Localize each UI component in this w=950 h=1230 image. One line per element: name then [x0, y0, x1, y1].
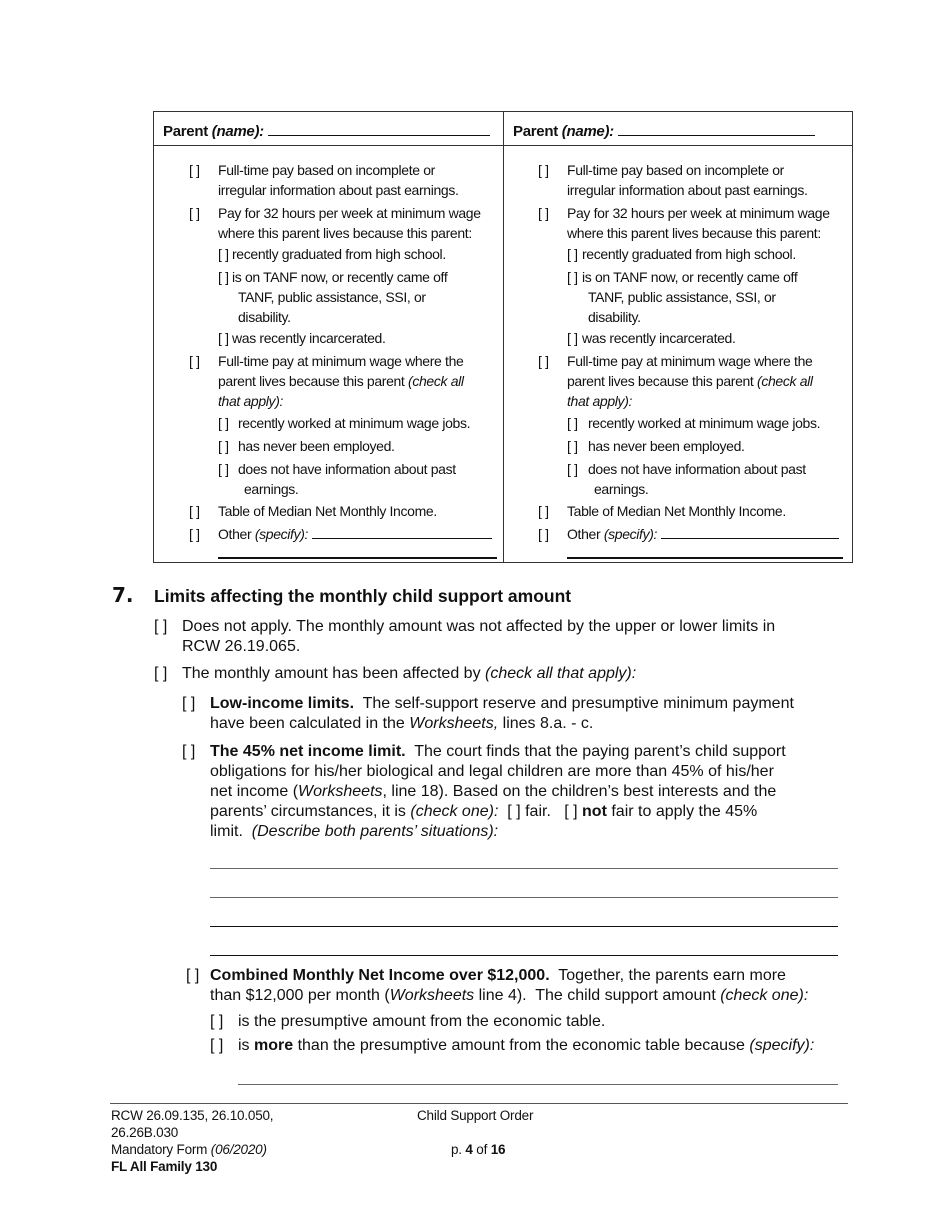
- 45-limit-text: [210, 742, 786, 842]
- option-text: disability.: [238, 309, 291, 325]
- text: limit.: [210, 823, 252, 840]
- option-italic-text: (specify):: [254, 526, 309, 542]
- option-text: does not have information about past: [588, 461, 806, 477]
- low-income-text: [210, 694, 794, 734]
- checkbox[interactable]: [ ]: [567, 246, 578, 262]
- checkbox[interactable]: [ ]: [567, 330, 578, 346]
- option-text: disability.: [588, 309, 641, 325]
- checkbox[interactable]: [ ]: [189, 526, 200, 542]
- bold-text: Combined Monthly Net Income over $12,000.: [210, 967, 550, 984]
- text: fair.: [525, 803, 551, 820]
- option-text: Full-time pay based on incomplete or: [218, 162, 435, 178]
- checkbox[interactable]: [ ]: [218, 269, 229, 285]
- option-text: TANF, public assistance, SSI, or: [588, 289, 776, 305]
- option-text: Other: [567, 526, 601, 542]
- option-text: recently graduated from high school.: [232, 246, 446, 262]
- checkbox[interactable]: [ ]: [567, 415, 578, 431]
- italic-text: (check one):: [720, 987, 809, 1004]
- option-text: recently graduated from high school.: [582, 246, 796, 262]
- footer-doc-title: Child Support Order: [417, 1108, 534, 1123]
- footer-form-id: FL All Family 130: [111, 1159, 218, 1174]
- option-italic-text: (check all: [408, 373, 464, 389]
- parent-income-table: [153, 111, 853, 563]
- page-total: 16: [490, 1142, 506, 1157]
- text-line: Does not apply. The monthly amount was not affected by the upper or lower limits in: [182, 618, 776, 635]
- text: , line 18). Based on the children’s best interests and the: [382, 783, 777, 800]
- text: net income (: [210, 783, 299, 800]
- other-specify-field[interactable]: [661, 524, 839, 539]
- option-text: irregular information about past earnings.: [218, 182, 459, 198]
- footer-form: Mandatory Form: [111, 1142, 211, 1157]
- parent-column-right: [504, 112, 854, 562]
- text: of: [472, 1142, 491, 1157]
- text: parents’ circumstances, it is: [210, 803, 411, 820]
- checkbox[interactable]: [ ]: [218, 415, 229, 431]
- option-text: earnings.: [594, 481, 649, 497]
- checkbox-combined[interactable]: [ ]: [186, 967, 200, 984]
- bold-text: not: [582, 803, 607, 820]
- checkbox[interactable]: [ ]: [538, 353, 549, 369]
- parent-name-header: [513, 121, 815, 142]
- option-text: was recently incarcerated.: [582, 330, 736, 346]
- text: than $12,000 per month (: [210, 987, 390, 1004]
- checkbox-affected[interactable]: [ ]: [154, 665, 168, 682]
- checkbox[interactable]: [ ]: [189, 205, 200, 221]
- option-italic-text: that apply):: [218, 393, 284, 409]
- combined-text: [210, 966, 808, 1006]
- checkbox[interactable]: [ ]: [538, 503, 549, 519]
- checkbox[interactable]: [ ]: [218, 461, 229, 477]
- header-name-label: (name):: [211, 123, 264, 140]
- text-line: obligations for his/her biological and legal children are more than 45% of his/her: [210, 763, 774, 780]
- option-italic-text: (check all: [757, 373, 813, 389]
- text: The monthly amount has been affected by: [182, 665, 486, 682]
- checkbox[interactable]: [ ]: [218, 438, 229, 454]
- other-specify-field[interactable]: [312, 524, 492, 539]
- checkbox[interactable]: [ ]: [567, 438, 578, 454]
- checkbox[interactable]: [ ]: [538, 162, 549, 178]
- option-italic-text: (specify):: [603, 526, 658, 542]
- checkbox-presumptive[interactable]: [ ]: [210, 1013, 224, 1030]
- bold-text: more: [254, 1037, 294, 1054]
- affected-text: [182, 664, 636, 684]
- other-specify-line-2[interactable]: [567, 557, 843, 559]
- option-text: Other: [218, 526, 252, 542]
- bold-text: Low-income limits.: [210, 695, 355, 712]
- checkbox[interactable]: [ ]: [189, 353, 200, 369]
- checkbox[interactable]: [ ]: [218, 330, 229, 346]
- parent-name-header: [163, 121, 490, 142]
- italic-text: Worksheets: [389, 987, 475, 1004]
- italic-text: (check all that apply):: [485, 665, 637, 682]
- option-text: Pay for 32 hours per week at minimum wage: [218, 205, 481, 221]
- option-text: was recently incarcerated.: [232, 330, 386, 346]
- describe-line-3[interactable]: [210, 926, 838, 927]
- text: than the presumptive amount from the economic table because: [293, 1037, 750, 1054]
- italic-text: (check one):: [410, 803, 499, 820]
- checkbox[interactable]: [ ]: [567, 461, 578, 477]
- describe-line-2[interactable]: [210, 897, 838, 898]
- describe-line-1[interactable]: [210, 868, 838, 869]
- text-line: RCW 26.19.065.: [182, 638, 301, 655]
- text: The court finds that the paying parent’s child support: [405, 743, 786, 760]
- header-label: Parent: [163, 123, 208, 140]
- option-text: where this parent lives because this parent:: [218, 225, 472, 241]
- italic-text: Worksheets: [298, 783, 383, 800]
- parent-column-left: [154, 112, 504, 562]
- checkbox[interactable]: [ ]: [189, 162, 200, 178]
- presumptive-text: is the presumptive amount from the economic table.: [238, 1013, 606, 1030]
- footer-form-date: (06/2020): [210, 1142, 267, 1157]
- header-name-label: (name):: [561, 123, 614, 140]
- option-text: Full-time pay based on incomplete or: [567, 162, 784, 178]
- describe-line-4[interactable]: [210, 955, 838, 956]
- option-text: Pay for 32 hours per week at minimum wage: [567, 205, 830, 221]
- checkbox[interactable]: [ ]: [538, 205, 549, 221]
- footer-rcw: 26.26B.030: [111, 1125, 179, 1140]
- parent-name-field[interactable]: [618, 121, 815, 136]
- italic-text: (Describe both parents’ situations):: [251, 823, 499, 840]
- text: have been calculated in the: [210, 715, 410, 732]
- option-text: Full-time pay at minimum wage where the: [218, 353, 464, 369]
- italic-text: Worksheets,: [409, 715, 499, 732]
- checkbox-not-fair[interactable]: [ ]: [564, 803, 578, 820]
- does-not-apply-text: [182, 617, 775, 657]
- other-specify-line-2[interactable]: [218, 557, 497, 559]
- page: 4: [465, 1142, 473, 1157]
- checkbox-more[interactable]: [ ]: [210, 1037, 224, 1054]
- text: p.: [451, 1142, 466, 1157]
- checkbox[interactable]: [ ]: [538, 526, 549, 542]
- option-text: is on TANF now, or recently came off: [582, 269, 798, 285]
- checkbox-45-limit[interactable]: [ ]: [182, 743, 196, 760]
- option-text: irregular information about past earnings.: [567, 182, 808, 198]
- text: The self-support reserve and presumptive minimum payment: [354, 695, 794, 712]
- footer-rcw: RCW 26.09.135, 26.10.050,: [111, 1108, 274, 1123]
- parent-name-field[interactable]: [268, 121, 490, 136]
- text: is: [238, 1037, 254, 1054]
- text: Together, the parents earn more: [549, 967, 786, 984]
- checkbox[interactable]: [ ]: [189, 503, 200, 519]
- option-text: earnings.: [244, 481, 299, 497]
- option-text: does not have information about past: [238, 461, 456, 477]
- option-text: parent lives because this parent: [567, 373, 754, 389]
- option-text: Table of Median Net Monthly Income.: [218, 503, 437, 519]
- option-text: parent lives because this parent: [218, 373, 405, 389]
- option-text: has never been employed.: [588, 438, 745, 454]
- text: line 4). The child support amount: [474, 987, 721, 1004]
- checkbox[interactable]: [ ]: [567, 269, 578, 285]
- option-text: where this parent lives because this parent:: [567, 225, 821, 241]
- checkbox-low-income[interactable]: [ ]: [182, 695, 196, 712]
- section-title: Limits affecting the monthly child support amount: [154, 586, 572, 606]
- option-text: TANF, public assistance, SSI, or: [238, 289, 426, 305]
- specify-line[interactable]: [238, 1084, 838, 1085]
- option-text: is on TANF now, or recently came off: [232, 269, 448, 285]
- option-text: recently worked at minimum wage jobs.: [238, 415, 471, 431]
- footer-rule: [110, 1103, 848, 1104]
- bold-text: The 45% net income limit.: [210, 743, 406, 760]
- option-text: has never been employed.: [238, 438, 395, 454]
- text: lines 8.a. - c.: [498, 715, 594, 732]
- checkbox-fair[interactable]: [ ]: [507, 803, 521, 820]
- italic-text: (specify):: [749, 1037, 815, 1054]
- option-text: Full-time pay at minimum wage where the: [567, 353, 813, 369]
- checkbox-does-not-apply[interactable]: [ ]: [154, 618, 168, 635]
- section-number: 7.: [112, 583, 134, 607]
- option-text: Table of Median Net Monthly Income.: [567, 503, 786, 519]
- option-text: recently worked at minimum wage jobs.: [588, 415, 821, 431]
- footer-left: [111, 1107, 273, 1175]
- checkbox[interactable]: [ ]: [218, 246, 229, 262]
- option-italic-text: that apply):: [567, 393, 633, 409]
- footer-page-number: [451, 1141, 505, 1158]
- more-text: [238, 1036, 814, 1056]
- header-label: Parent: [513, 123, 558, 140]
- text: fair to apply the 45%: [606, 803, 758, 820]
